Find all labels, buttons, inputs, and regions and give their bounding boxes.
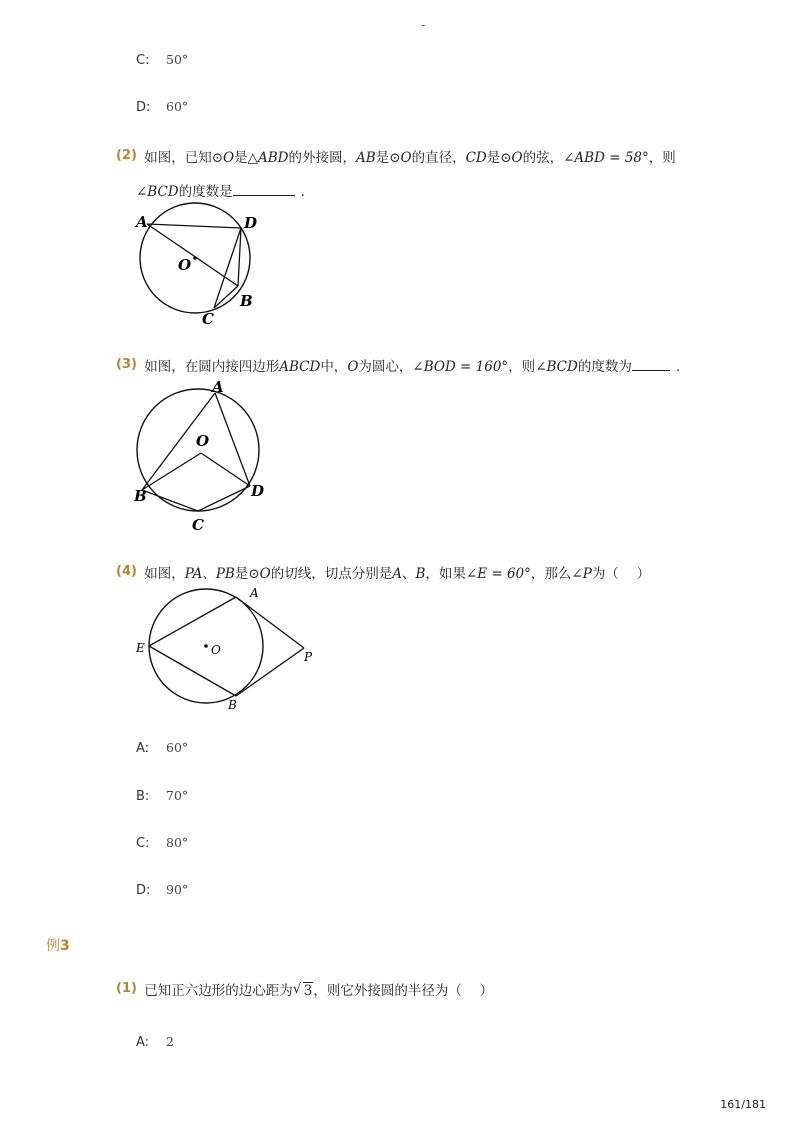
text: 的直径，	[411, 150, 466, 166]
option-letter: D:	[136, 883, 151, 898]
text: 的切线，切点分别是	[270, 566, 393, 582]
option-b[interactable]	[136, 788, 188, 804]
segment-bo	[142, 453, 201, 490]
math: A	[392, 566, 402, 582]
math: ABCD	[279, 359, 321, 375]
text: 是	[486, 150, 501, 166]
label-d: D	[251, 482, 265, 500]
answer-blank[interactable]	[632, 358, 670, 371]
option-letter: C:	[136, 836, 150, 851]
header-mark: -	[421, 18, 426, 32]
label-b: B	[134, 487, 147, 505]
segment-od	[201, 453, 250, 486]
label-b: B	[240, 292, 253, 310]
question-2-line-2	[136, 180, 305, 200]
text: ，那么	[530, 566, 572, 582]
radicand: 3	[303, 983, 313, 999]
text: 、	[202, 566, 216, 582]
text: ，如果	[425, 566, 466, 582]
circle	[137, 389, 259, 511]
segment-ea	[149, 597, 236, 646]
question-number: (3)	[116, 357, 137, 372]
text: 的度数为	[577, 359, 632, 375]
text: 是	[234, 150, 248, 166]
option-c[interactable]	[136, 835, 188, 851]
text: 是	[375, 150, 390, 166]
math: ∠P	[571, 566, 592, 582]
text: 为圆心，	[358, 359, 413, 375]
option-letter: C:	[136, 53, 150, 68]
text: 已知正六边形的边心距为	[144, 983, 293, 999]
label-d: D	[244, 214, 258, 232]
option-value: 80°	[166, 835, 189, 850]
question-number: (1)	[116, 981, 137, 996]
answer-blank[interactable]	[233, 183, 295, 196]
math: ∠BCD	[136, 184, 179, 200]
math: ∠E = 60°	[465, 566, 531, 582]
example-3-question-1	[116, 979, 493, 999]
example-number: 3	[60, 938, 70, 954]
example-heading	[46, 935, 70, 955]
label-c: C	[202, 310, 214, 328]
question-3-line	[116, 355, 680, 375]
question-2-figure	[128, 200, 278, 330]
option-letter: A:	[136, 741, 150, 756]
option-letter: A:	[136, 1035, 150, 1050]
label-b: B	[228, 698, 237, 712]
question-number: (2)	[116, 148, 137, 163]
option-value: 50°	[166, 52, 189, 67]
option-value: 60°	[166, 99, 189, 114]
math: ∠BCD	[535, 359, 578, 375]
center-point	[204, 644, 208, 648]
question-4-figure	[130, 582, 330, 717]
center-point	[193, 256, 197, 260]
text: 中，	[320, 359, 348, 375]
math: PA	[184, 566, 203, 582]
question-number: (4)	[116, 564, 137, 579]
page-number: 161/181	[720, 1098, 766, 1111]
text: 如图，在圆内接四边形	[144, 359, 280, 375]
option-value: 60°	[166, 740, 189, 755]
label-a: A	[136, 213, 148, 231]
example-label: 例	[46, 938, 60, 954]
text: 为（ ）	[591, 566, 651, 582]
math: ⊙O	[389, 150, 412, 166]
math: ∠BOD = 160°	[412, 359, 509, 375]
option-value: 2	[166, 1034, 174, 1049]
label-o: O	[196, 432, 210, 450]
text: 是	[234, 566, 249, 582]
segment-ad	[147, 224, 241, 228]
text: 的外接圆，	[288, 150, 357, 166]
segment-bp	[236, 648, 304, 696]
text: .	[300, 184, 305, 200]
text: ，则	[508, 359, 536, 375]
segment-ap	[236, 597, 304, 648]
text: 如图，	[144, 566, 185, 582]
option-c[interactable]	[136, 52, 188, 68]
text: 、	[401, 566, 416, 582]
question-2-line-1	[116, 146, 676, 166]
option-a[interactable]	[136, 1034, 174, 1050]
option-letter: B:	[136, 789, 150, 804]
math: ∠ABD = 58°	[563, 150, 649, 166]
math: O	[347, 359, 359, 375]
label-a: A	[212, 378, 224, 396]
segment-bc	[142, 490, 198, 511]
option-letter: D:	[136, 100, 151, 115]
segment-ad	[215, 393, 250, 486]
math: ⊙O	[248, 566, 271, 582]
option-a[interactable]	[136, 740, 188, 756]
math: ⊙O	[500, 150, 523, 166]
option-d[interactable]	[136, 882, 188, 898]
segment-eb	[149, 646, 236, 696]
math: AB	[356, 150, 376, 166]
sqrt-expression: √ 3	[292, 981, 313, 999]
label-e: E	[136, 641, 145, 655]
label-c: C	[192, 516, 204, 534]
option-d[interactable]	[136, 99, 188, 115]
segment-cd	[198, 486, 250, 511]
math: △ABD	[247, 150, 289, 166]
text: ，则	[648, 150, 676, 166]
text: .	[675, 359, 681, 375]
question-3-figure	[126, 376, 276, 538]
math: CD	[465, 150, 487, 166]
math: PB	[215, 566, 235, 582]
math: B	[415, 566, 426, 582]
text: ，则它外接圆的半径为（ ）	[313, 983, 494, 999]
text: 的弦，	[522, 150, 564, 166]
math: ⊙O	[211, 150, 235, 166]
option-value: 70°	[166, 788, 189, 803]
option-value: 90°	[166, 882, 189, 897]
label-a: A	[250, 586, 259, 600]
question-4-line	[116, 562, 650, 582]
label-p: P	[304, 650, 313, 664]
label-o: O	[211, 643, 221, 657]
label-o: O	[178, 256, 192, 274]
text: 如图，已知	[144, 150, 212, 166]
text: 的度数是	[178, 184, 233, 200]
